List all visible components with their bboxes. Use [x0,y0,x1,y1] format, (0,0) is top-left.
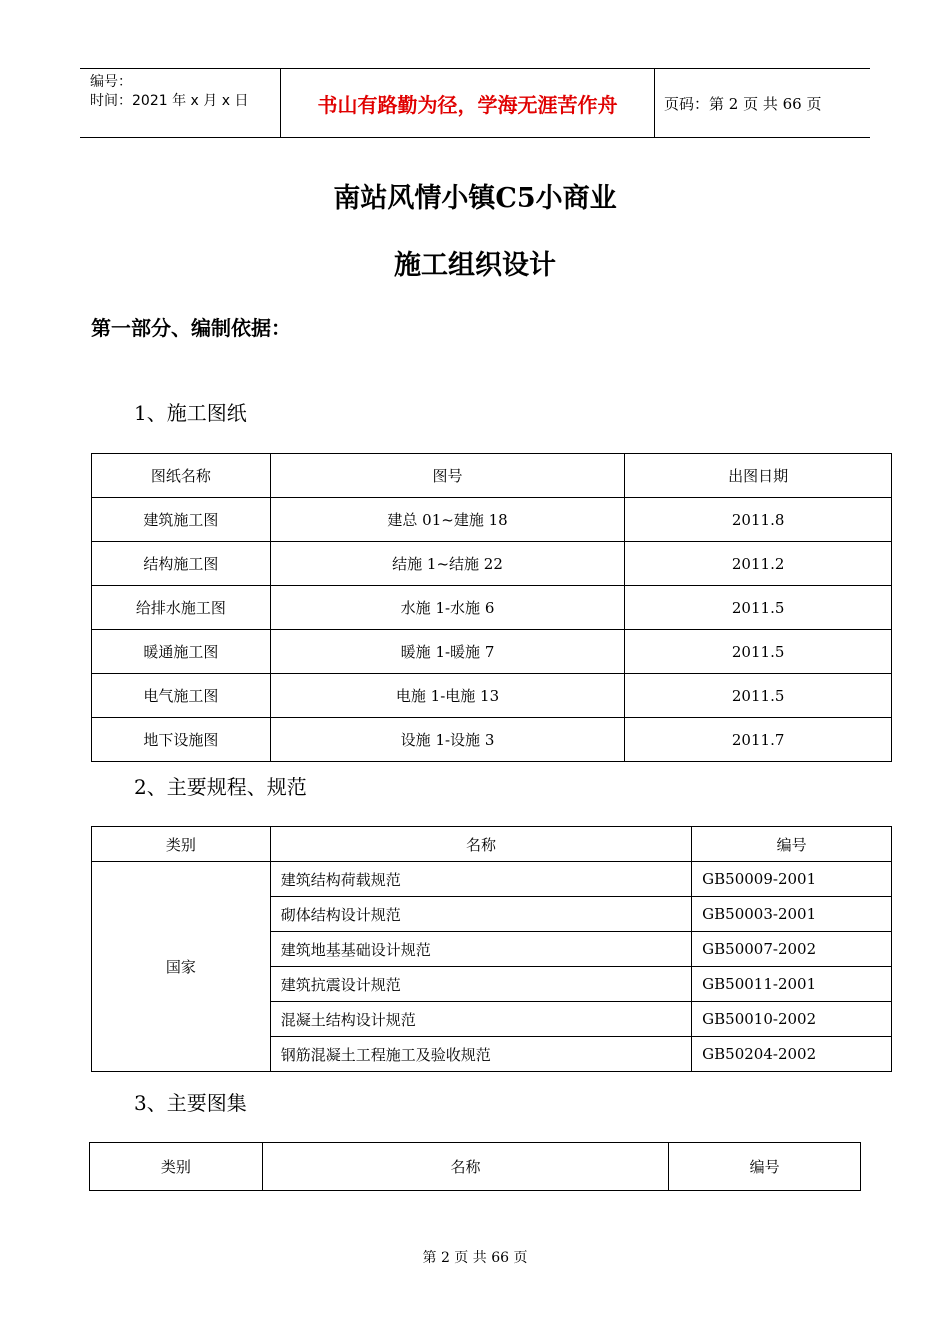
table-cell: 结构施工图 [92,542,271,586]
category-cell: 国家 [92,862,271,1072]
section2-heading: 2、主要规程、规范 [134,775,307,799]
header-page-info: 页码：第 2 页 共 66 页 [664,94,822,113]
table-cell: GB50003-2001 [692,897,892,932]
atlas-table [89,1142,861,1191]
table-cell: 暖施 1-暖施 7 [270,630,625,674]
table-cell: 给排水施工图 [92,586,271,630]
header-cell: 类别 [90,1143,263,1191]
table-cell: 2011.2 [625,542,892,586]
table-cell: GB50007-2002 [692,932,892,967]
table-cell: 钢筋混凝土工程施工及验收规范 [270,1037,691,1072]
table-cell: GB50009-2001 [692,862,892,897]
doc-title-line2: 施工组织设计 [394,250,556,281]
table-row [92,862,892,897]
table-row [92,586,892,630]
table-cell: 电气施工图 [92,674,271,718]
header-cell: 类别 [92,827,271,862]
table-cell: 建筑抗震设计规范 [270,967,691,1002]
page-footer: 第 2 页 共 66 页 [422,1250,528,1266]
standards-table [91,826,892,1072]
table-cell: 2011.7 [625,718,892,762]
table-cell: 暖通施工图 [92,630,271,674]
table-row [92,542,892,586]
table-cell: 建筑结构荷载规范 [270,862,691,897]
table-header-row [90,1143,861,1191]
table-cell: GB50204-2002 [692,1037,892,1072]
section3-heading: 3、主要图集 [134,1091,247,1115]
page-header [80,68,870,138]
table-cell: 建筑地基基础设计规范 [270,932,691,967]
table-cell: 建筑施工图 [92,498,271,542]
table-cell: 电施 1-电施 13 [270,674,625,718]
table-cell: 2011.5 [625,630,892,674]
table-cell: 砌体结构设计规范 [270,897,691,932]
header-cell: 编号 [692,827,892,862]
table-cell: 建总 01~建施 18 [270,498,625,542]
header-cell: 编号 [669,1143,861,1191]
table-cell: 2011.5 [625,674,892,718]
header-cell: 图号 [270,454,625,498]
table-header-row [92,454,892,498]
table-row [92,674,892,718]
table-cell: 水施 1-水施 6 [270,586,625,630]
table-cell: 设施 1-设施 3 [270,718,625,762]
section1-heading: 1、施工图纸 [134,401,247,425]
table-cell: 结施 1~结施 22 [270,542,625,586]
table-cell: GB50011-2001 [692,967,892,1002]
header-cell: 出图日期 [625,454,892,498]
table-cell: GB50010-2002 [692,1002,892,1037]
table-cell: 地下设施图 [92,718,271,762]
table-cell: 2011.5 [625,586,892,630]
drawings-table [91,453,892,762]
table-header-row [92,827,892,862]
header-cell: 名称 [270,827,691,862]
header-motto: 书山有路勤为径，学海无涯苦作舟 [280,69,655,137]
header-cell: 图纸名称 [92,454,271,498]
table-row [92,718,892,762]
part-heading: 第一部分、编制依据： [91,316,291,340]
header-cell: 名称 [262,1143,668,1191]
doc-title-line1: 南站风情小镇C5小商业 [333,183,617,214]
table-cell: 2011.8 [625,498,892,542]
table-row [92,630,892,674]
header-meta [80,69,280,137]
table-row [92,498,892,542]
number-label: 编号： [90,74,132,90]
time-label: 时间：2021 年 x 月 x 日 [90,93,249,109]
table-cell: 混凝土结构设计规范 [270,1002,691,1037]
